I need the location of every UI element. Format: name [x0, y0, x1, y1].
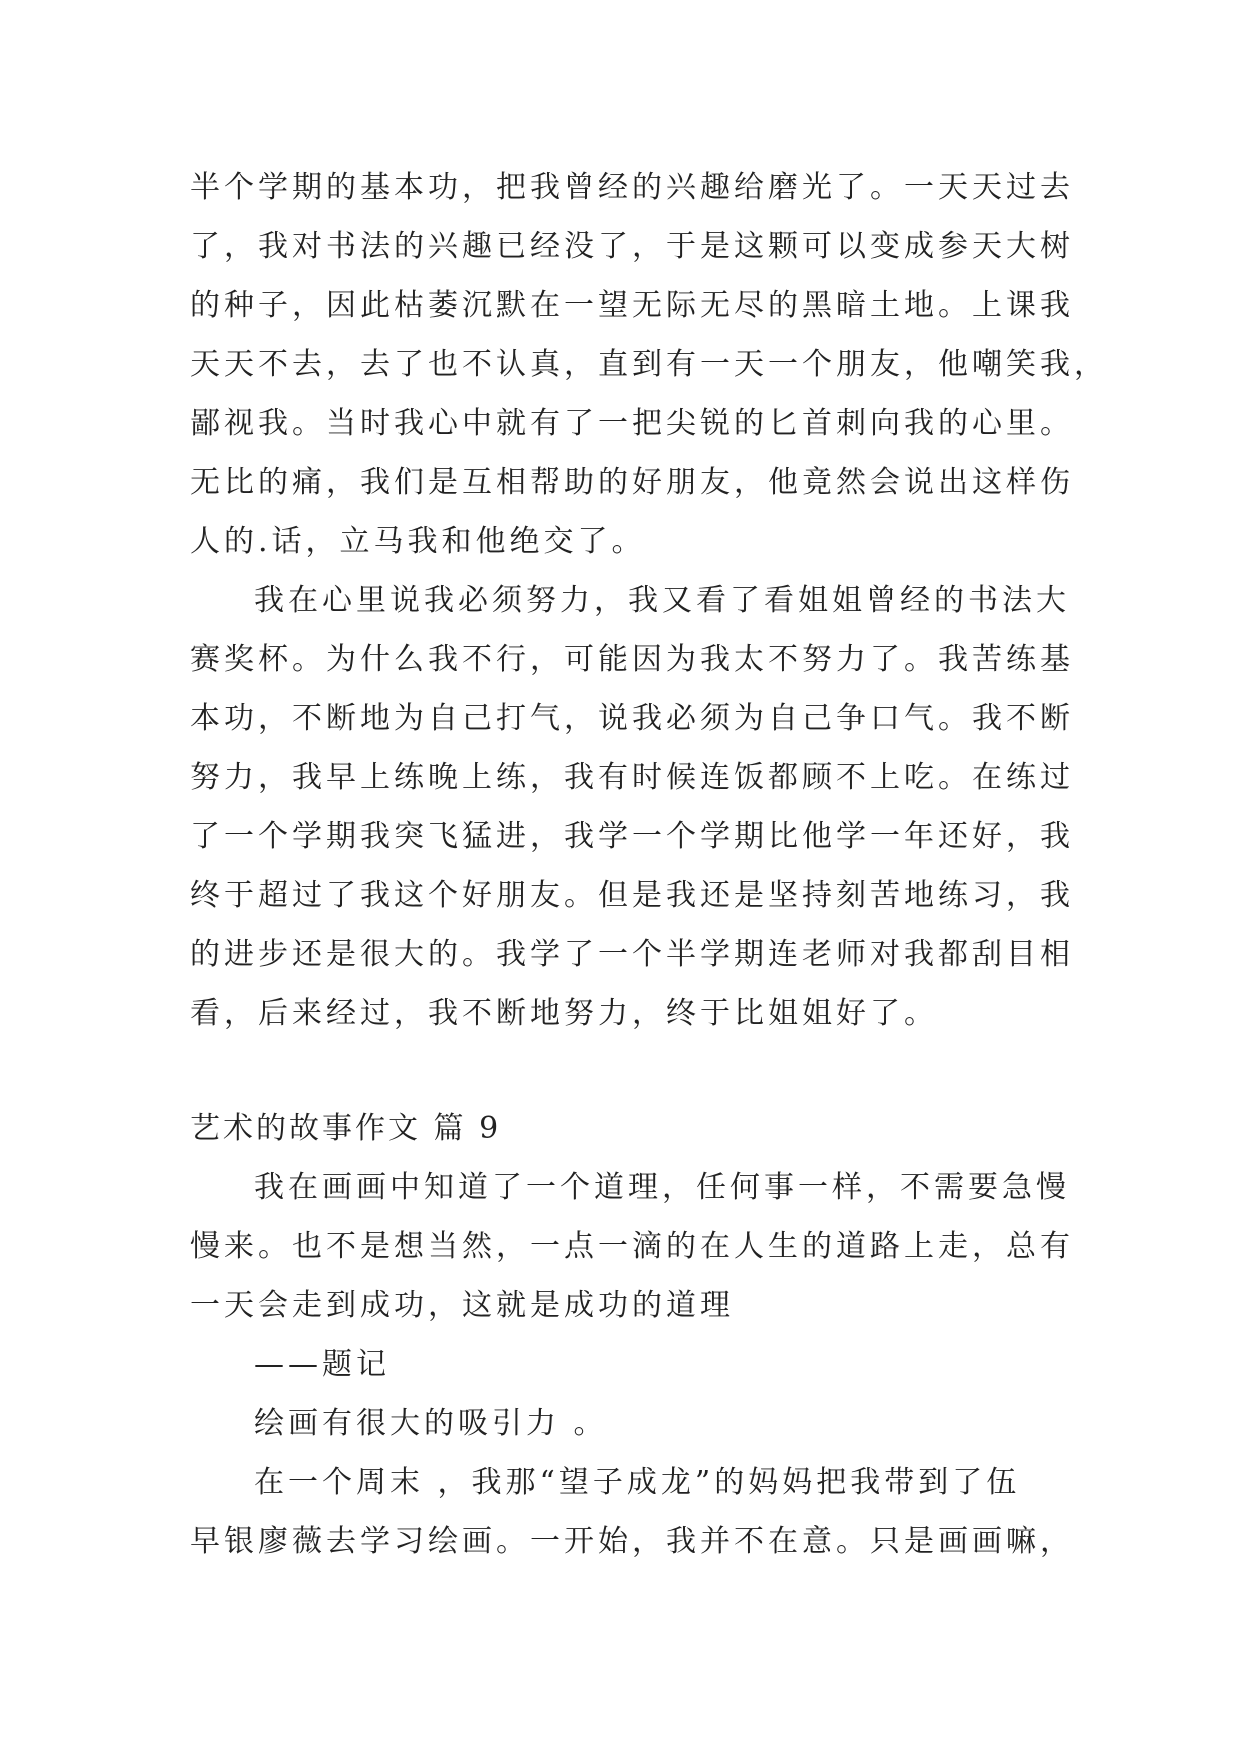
- document-body: [190, 158, 1108, 1571]
- text-line: 看，后来经过，我不断地努力，终于比姐姐好了。: [190, 996, 938, 1031]
- paragraph-painting-lesson: [190, 1158, 1074, 1335]
- text-line: 半个学期的基本功，把我曾经的兴趣给磨光了。一天天过去: [190, 170, 1074, 205]
- text-line: 无比的痛，我们是互相帮助的好朋友，他竟然会说出这样伤: [190, 465, 1074, 500]
- text-line: 赛奖杯。为什么我不行，可能因为我太不努力了。我苦练基: [190, 642, 1074, 677]
- text-line: 在一个周末 ，我那“望子成龙”的妈妈把我带到了伍: [254, 1465, 1021, 1500]
- text-line: 的种子，因此枯萎沉默在一望无际无尽的黑暗土地。上课我: [190, 288, 1074, 323]
- text-line: 我在画画中知道了一个道理，任何事一样，不需要急慢: [254, 1170, 1070, 1205]
- paragraph-hard-practice: [190, 571, 1074, 1043]
- section-heading: 艺术的故事作文 篇 9: [190, 1111, 502, 1146]
- section-gap: [190, 1043, 1052, 1099]
- text-line: 鄙视我。当时我心中就有了一把尖锐的匕首刺向我的心里。: [190, 406, 1074, 441]
- text-line: 早银廖薇去学习绘画。一开始，我并不在意。只是画画嘛，: [190, 1524, 1074, 1559]
- text-line: 本功，不断地为自己打气，说我必须为自己争口气。我不断: [190, 701, 1074, 736]
- text-line: 我在心里说我必须努力，我又看了看姐姐曾经的书法大: [254, 583, 1070, 618]
- paragraph-attraction: 绘画有很大的吸引力 。: [254, 1406, 608, 1441]
- text-line: 终于超过了我这个好朋友。但是我还是坚持刻苦地练习，我: [190, 878, 1074, 913]
- text-line: 一天会走到成功，这就是成功的道理: [190, 1288, 734, 1323]
- text-line: 天天不去，去了也不认真，直到有一天一个朋友，他嘲笑我，: [190, 347, 1108, 382]
- text-line: 努力，我早上练晚上练，我有时候连饭都顾不上吃。在练过: [190, 760, 1074, 795]
- text-line: 了一个学期我突飞猛进，我学一个学期比他学一年还好，我: [190, 819, 1074, 854]
- inscription: ——题记: [254, 1347, 390, 1382]
- text-line: 的进步还是很大的。我学了一个半学期连老师对我都刮目相: [190, 937, 1074, 972]
- paragraph-weekend: [190, 1453, 1074, 1571]
- paragraph-calligraphy-setback: [190, 158, 1108, 571]
- text-line: 人的.话，立马我和他绝交了。: [190, 524, 646, 559]
- text-line: 了，我对书法的兴趣已经没了，于是这颗可以变成参天大树: [190, 229, 1074, 264]
- text-line: 慢来。也不是想当然，一点一滴的在人生的道路上走，总有: [190, 1229, 1074, 1264]
